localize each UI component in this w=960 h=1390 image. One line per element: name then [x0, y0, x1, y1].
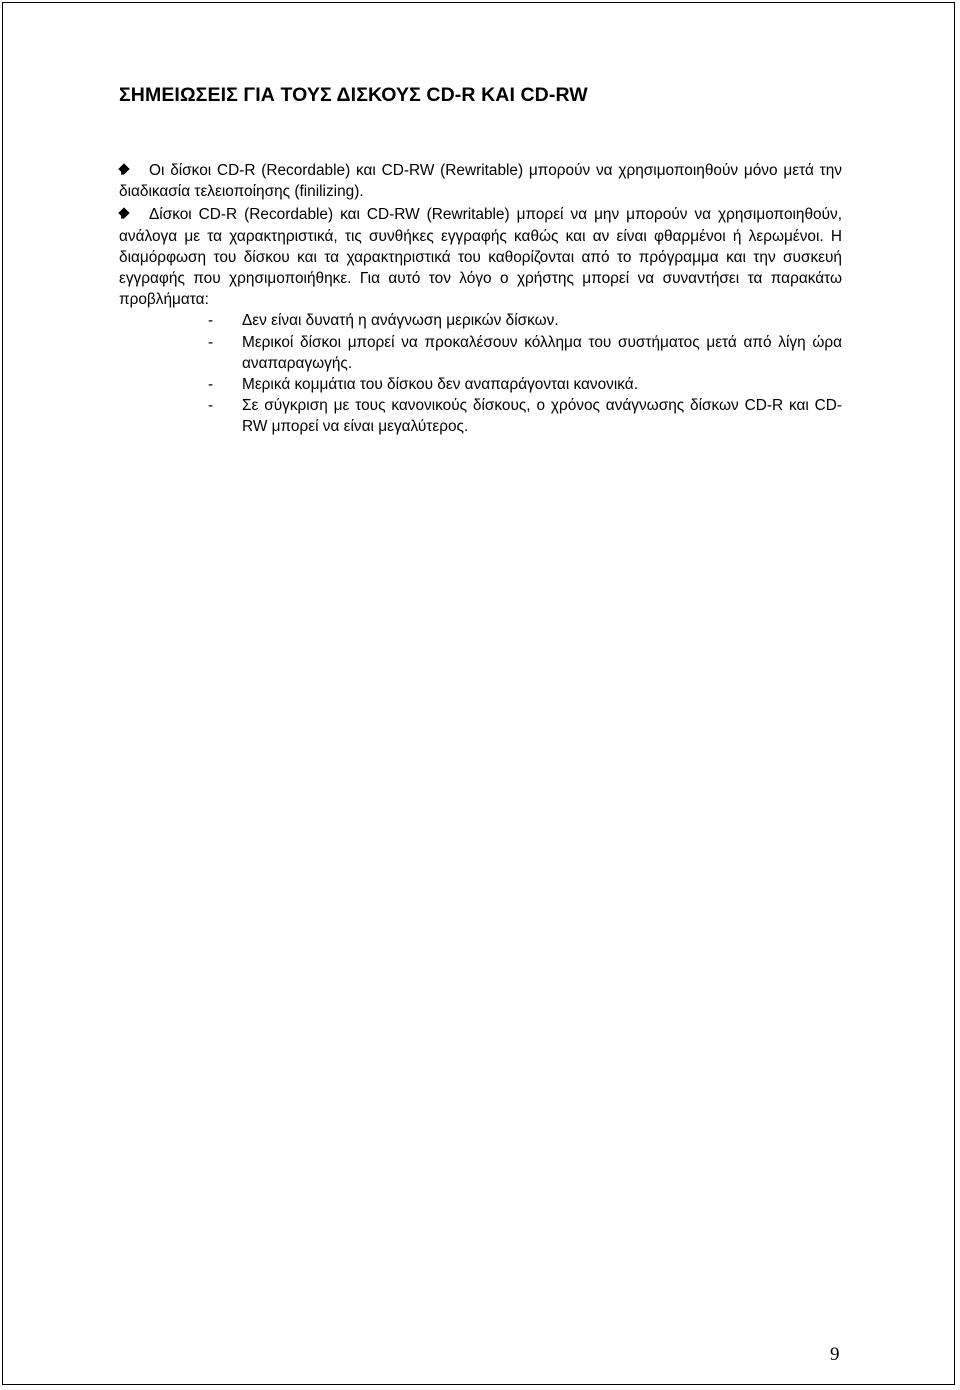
dash-marker: -: [208, 397, 214, 415]
list-item-text: Μερικά κομμάτια του δίσκου δεν αναπαράγονται κανονικά.: [242, 376, 638, 394]
dash-marker: -: [208, 312, 214, 330]
dash-marker: -: [208, 333, 214, 351]
bullet-paragraph: [119, 204, 842, 310]
list-item-text: Δεν είναι δυνατή η ανάγνωση μερικών δίσκων.: [242, 312, 559, 330]
diamond-bullet-icon: [118, 208, 129, 219]
bullet-text: Δίσκοι CD-R (Recordable) και CD-RW (Rewritable) μπορεί να μην μπορούν να χρησιμοποιηθούν, ανάλογα με τα χαρακτηριστικά, τις συνθήκες εγγραφής καθώς και αν είναι φθαρμένοι ή λερωμένοι. Η διαμόρφωση του δίσκου και τα χαρακτηριστικά του καθορίζονται από το πρόγραμμα και την συσκευή εγγραφής που χρησιμοποιήθηκε. Για αυτό τον λόγο ο χρήστης μπορεί να συναντήσει τα παρακάτω προβλήματα:: [119, 206, 842, 309]
page-title: ΣΗΜΕΙΩΣΕΙΣ ΓΙΑ ΤΟΥΣ ΔΙΣΚΟΥΣ CD-R ΚΑΙ CD-RW: [119, 84, 588, 106]
list-item-text: Μερικοί δίσκοι μπορεί να προκαλέσουν κόλλημα του συστήματος μετά από λίγη ώρα αναπαραγωγής.: [242, 333, 842, 372]
bullet-text: Οι δίσκοι CD-R (Recordable) και CD-RW (Rewritable) μπορούν να χρησιμοποιηθούν μόνο μετά την διαδικασία τελειοποίησης (finilizing).: [119, 162, 842, 201]
problems-list: [119, 310, 842, 437]
list-item-text: Σε σύγκριση με τους κανονικούς δίσκους, ο χρόνος ανάγνωσης δίσκων CD-R και CD-RW μπορεί να είναι μεγαλύτερος.: [242, 397, 842, 436]
dash-marker: -: [208, 376, 214, 394]
page-number: 9: [830, 1344, 840, 1365]
diamond-bullet-icon: [118, 163, 129, 174]
list-item: [119, 332, 842, 374]
list-item: [119, 310, 842, 331]
notes-content: [119, 160, 842, 438]
bullet-paragraph: [119, 160, 842, 202]
list-item: [119, 395, 842, 437]
list-item: [119, 374, 842, 395]
